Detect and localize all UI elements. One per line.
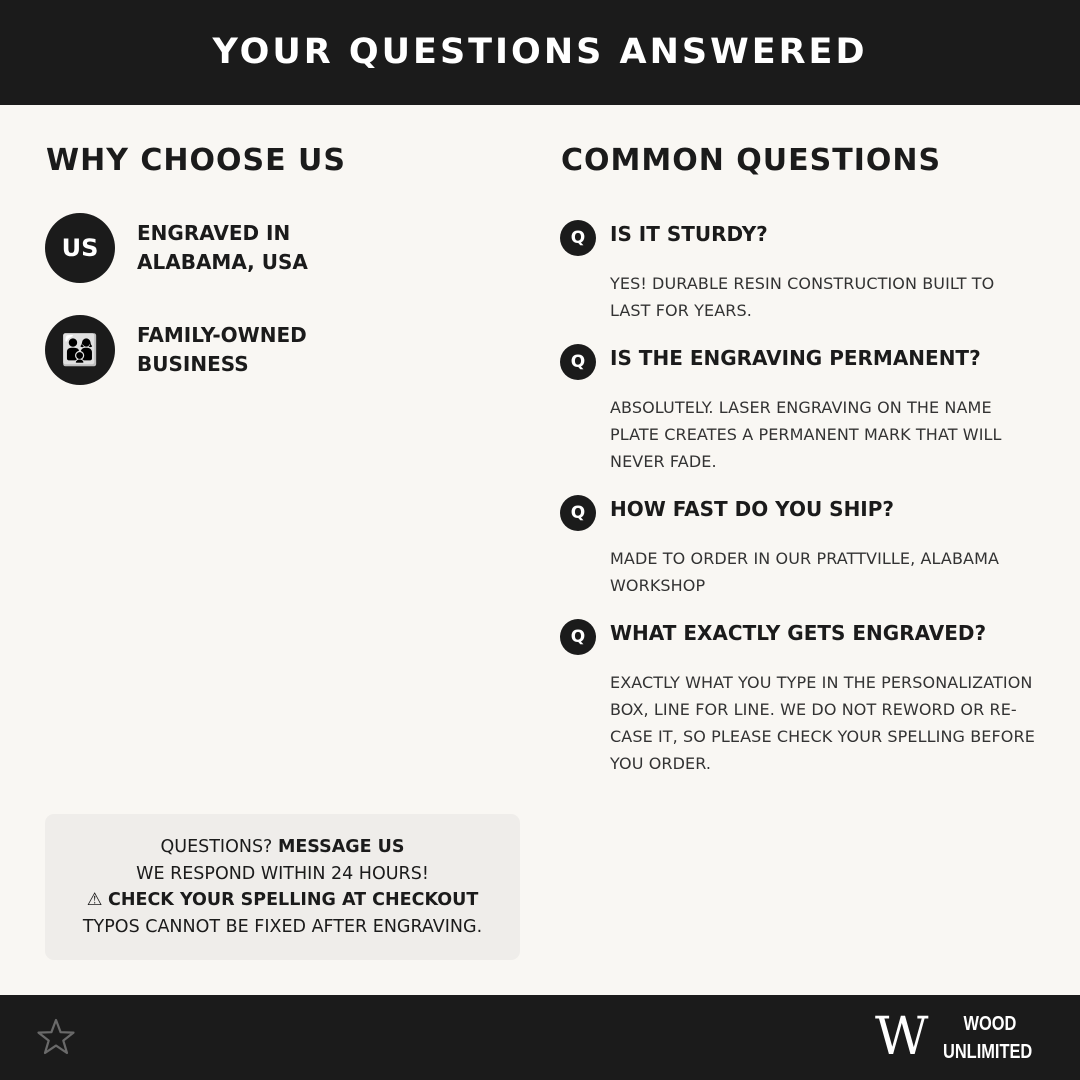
q-badge-icon: Q	[560, 495, 596, 531]
feature-label-line2: ALABAMA, USA	[137, 250, 308, 274]
page-title: YOUR QUESTIONS ANSWERED	[212, 31, 868, 72]
faq-question: WHAT EXACTLY GETS ENGRAVED?	[610, 621, 987, 645]
q-badge-icon: Q	[560, 619, 596, 655]
us-badge-icon: US	[45, 213, 115, 283]
q-badge-icon: Q	[560, 220, 596, 256]
faq-item	[560, 611, 1050, 777]
wood-unlimited-logo	[875, 1007, 1050, 1067]
family-emoji-icon: 👨‍👩‍👦	[45, 315, 115, 385]
feature-engraved-in-alabama	[45, 213, 357, 283]
feature-label-line2: BUSINESS	[137, 352, 249, 376]
faq-item	[560, 487, 1050, 599]
faq-item	[560, 336, 1050, 475]
faq-answer: ABSOLUTELY. LASER ENGRAVING ON THE NAME PLATE CREATES A PERMANENT MARK THAT WILL NEVER FADE.	[610, 398, 1002, 471]
faq-answer: YES! DURABLE RESIN CONSTRUCTION BUILT TO LAST FOR YEARS.	[610, 274, 995, 320]
feature-label-line1: FAMILY-OWNED	[137, 323, 307, 347]
feature-family-owned	[45, 315, 357, 385]
message-us-text: MESSAGE US	[277, 837, 405, 857]
q-badge-icon: Q	[560, 344, 596, 380]
faq-question: HOW FAST DO YOU SHIP?	[610, 497, 895, 521]
header-bar	[0, 0, 1080, 105]
faq-question: IS IT STURDY?	[610, 222, 768, 246]
common-questions-title: COMMON QUESTIONS	[561, 143, 942, 178]
feature-label	[137, 321, 357, 379]
footer-bar	[0, 995, 1080, 1080]
faq-answer: EXACTLY WHAT YOU TYPE IN THE PERSONALIZATION BOX, LINE FOR LINE. WE DO NOT REWORD OR RE-CASE IT, SO PLEASE CHECK YOUR SPELLING BEFORE YOU ORDER.	[610, 673, 1035, 773]
contact-line-message	[160, 834, 404, 861]
contact-line-typos: TYPOS CANNOT BE FIXED AFTER ENGRAVING.	[82, 916, 483, 937]
contact-line-warning	[87, 887, 479, 914]
contact-line-response: WE RESPOND WITHIN 24 HOURS!	[136, 863, 429, 884]
why-choose-us-title: WHY CHOOSE US	[46, 143, 347, 178]
check-spelling-text: CHECK YOUR SPELLING AT CHECKOUT	[108, 890, 479, 910]
contact-questions-text: QUESTIONS?	[160, 837, 273, 857]
faq-question: IS THE ENGRAVING PERMANENT?	[610, 346, 981, 370]
faq-item	[560, 212, 1050, 324]
logo-line-wood: WOOD	[963, 1013, 1017, 1035]
feature-label	[137, 219, 357, 277]
star-outline-icon	[36, 1017, 76, 1057]
logo-w-mark: W	[875, 1007, 915, 1067]
contact-notice-box	[45, 814, 520, 960]
logo-wordmark	[943, 1010, 1032, 1066]
warning-icon: ⚠	[86, 890, 103, 910]
logo-line-unlimited: UNLIMITED	[943, 1041, 1033, 1063]
feature-label-line1: ENGRAVED IN	[137, 221, 291, 245]
faq-answer: MADE TO ORDER IN OUR PRATTVILLE, ALABAMA WORKSHOP	[610, 549, 1000, 595]
